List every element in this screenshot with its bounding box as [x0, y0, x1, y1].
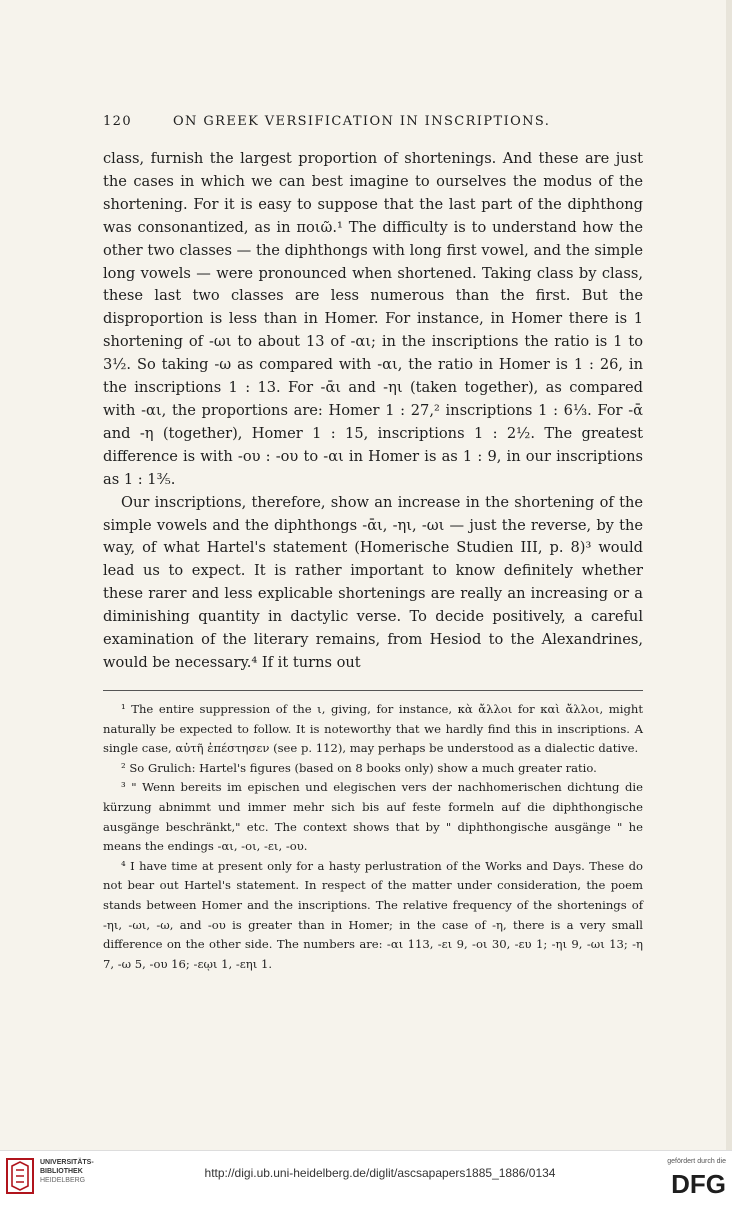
footnote-divider	[103, 690, 643, 691]
footnote-4: ⁴ I have time at present only for a hasty perlustration of the Works and Days. These do not bear out Hartel's statement. In respect of the matter under consideration, the poem stands between Homer and the inscriptions. The relative frequency of the shortenings of -ηι, -ωι, -ω, and -ου is greater than in Homer; in the case of -η, there is a very small difference on the other side. The numbers are: -αι 113, -ει 9, -οι 30, -ευ 1; -ηι 9, -ωι 13; -η 7, -ω 5, -ου 16; -εῳι 1, -εηι 1.	[103, 858, 643, 971]
dfg-logo-icon[interactable]	[648, 1170, 728, 1196]
funded-by-label: gefördert durch die	[667, 1158, 726, 1165]
paragraph-1: class, furnish the largest proportion of shortenings. And these are just the cases in which we can best imagine to ourselves the modus of the shortening. For it is easy to suppose that the last part of the diphthong was consonantized, as in ποιῶ.¹ The difficulty is to understand how the other two classes — the diphthongs with long first vowel, and the simple long vowels — were pronounced when shortened. Taking class by class, these last two classes are less numerous than the first. But the disproportion is less than in Homer. For instance, in Homer there is 1 shortening of -ωι to about 13 of -αι; in the inscriptions the ratio is 1 to 3½. So taking -ω as compared with -αι, the ratio in Homer is 1 : 26, in the inscriptions 1 : 13. For -ᾱι and -ηι (taken together), as compared with -αι, the proportions are: Homer 1 : 27,² inscriptions 1 : 6⅓. For -ᾱ and -η (together), Homer 1 : 15, inscriptions 1 : 2½. The greatest difference is with -ου : -ου to -αι in Homer is as 1 : 9, in our inscriptions as 1 : 1⅗.	[103, 150, 643, 488]
footnote-1: ¹ The entire suppression of the ι, giving, for instance, κὰ ἄλλοι for καὶ ἄλλοι, might naturally be expected to follow. It is noteworthy that we hardly find this in inscriptions. A single case, αὐτῆ ἐπέστησεν (see p. 112), may perhaps be understood as a dialectic dative.	[103, 702, 643, 756]
dfg-logo-text: DFG	[671, 1170, 726, 1196]
library-name-line: BIBLIOTHEK	[40, 1168, 83, 1175]
library-name-line: UNIVERSITÄTS-	[40, 1159, 94, 1166]
footnotes	[103, 700, 643, 974]
footnote-3: ³ " Wenn bereits im epischen und elegischen vers der nachhomerischen dichtung die kürzung abnimmt und immer mehr sich bis auf feste formeln auf die diphthongische ausgänge beschränkt," etc. The context shows that by " diphthongische ausgänge " he means the endings -αι, -οι, -ει, -ου.	[103, 780, 643, 854]
permalink-url[interactable]: http://digi.ub.uni-heidelberg.de/diglit/ascsapapers1885_1886/0134	[204, 1166, 556, 1180]
library-name[interactable]	[40, 1158, 94, 1185]
footnote-2: ² So Grulich: Hartel's figures (based on 8 books only) show a much greater ratio.	[121, 760, 597, 775]
running-title: ON GREEK VERSIFICATION IN INSCRIPTIONS.	[173, 114, 551, 129]
library-name-line: HEIDELBERG	[40, 1177, 86, 1184]
running-head	[103, 114, 643, 129]
paragraph-2: Our inscriptions, therefore, show an increase in the shortening of the simple vowels and the diphthongs -ᾱι, -ηι, -ωι — just the reverse, by the way, of what Hartel's statement (Homerische Studien III, p. 8)³ would lead us to expect. It is rather important to know definitely whether these rarer and less explicable shortenings are really an increasing or a diminishing quantity in dactylic verse. To decide positively, a careful examination of the literary remains, from Hesiod to the Alexandrines, would be necessary.⁴ If it turns out	[103, 493, 643, 671]
body-text	[103, 148, 643, 675]
heidelberg-library-logo-icon[interactable]	[6, 1158, 34, 1194]
page-number: 120	[103, 114, 133, 129]
